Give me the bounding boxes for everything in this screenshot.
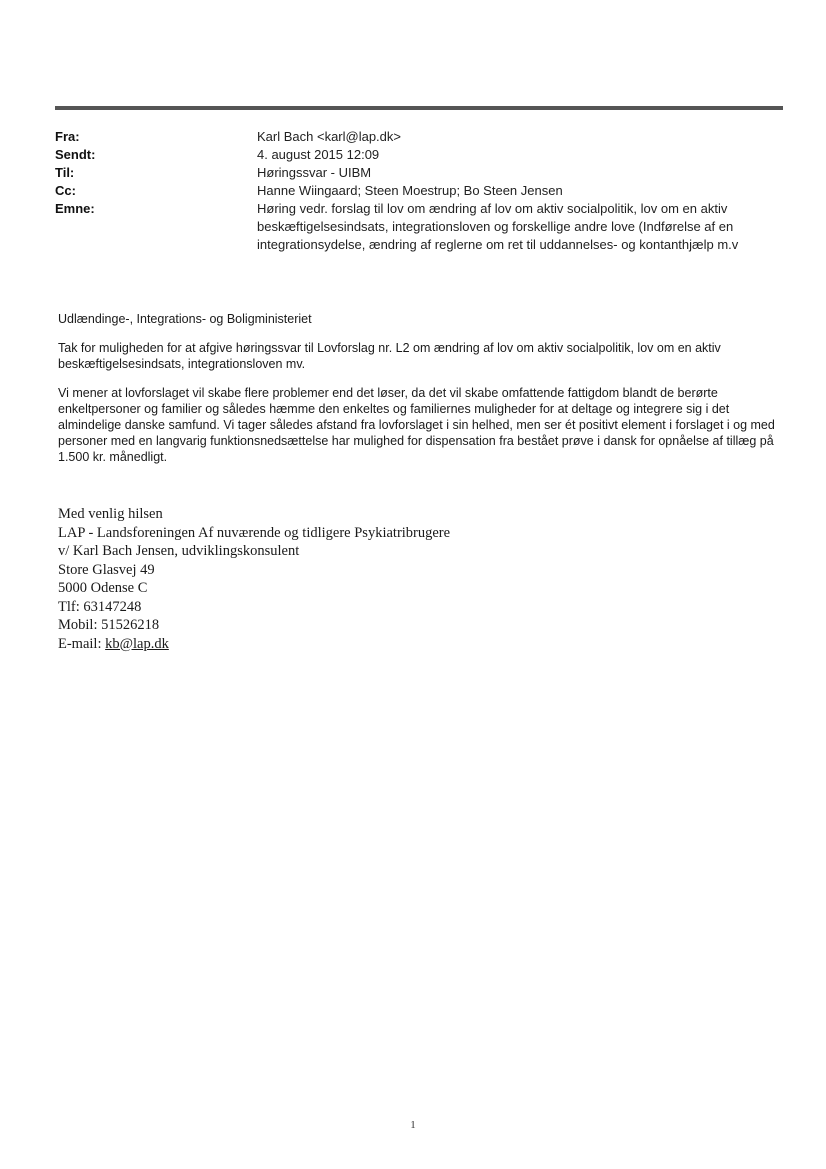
to-value: Høringssvar - UIBM (257, 165, 372, 180)
to-label: Til: (55, 165, 75, 180)
header-divider (55, 106, 783, 110)
signature-email-link[interactable]: kb@lap.dk (105, 635, 169, 652)
signature-city: 5000 Odense C (58, 580, 148, 596)
signature-email-row (58, 635, 450, 654)
sent-value: 4. august 2015 12:09 (257, 147, 380, 162)
sent-row (55, 146, 785, 164)
to-row (55, 164, 785, 182)
signature-phone: Tlf: 63147248 (58, 598, 142, 615)
body-paragraph-2: Vi mener at lovforslaget vil skabe flere problemer end det løser, da det vil skabe omfattende fattigdom blandt de berørte enkeltpersoner og familier og således hæmme den enkeltes og familiernes muligheder for at deltage og integrere sig i det almindelige danske samfund. Vi tager således afstand fra lovforslaget i sin helhed, men ser ét positivt element i forslaget i og med personer med en langvarig funktionsnedsættelse har mulighed for dispensation fra bestået prøve i dansk for opnåelse af tillæg på 1.500 kr. månedligt. (58, 386, 775, 464)
cc-row (55, 182, 785, 200)
from-value: Karl Bach <karl@lap.dk> (257, 129, 401, 144)
signature-street: Store Glasvej 49 (58, 561, 155, 578)
page-number: 1 (410, 1119, 416, 1131)
cc-label: Cc: (55, 183, 76, 198)
from-row (55, 128, 785, 146)
signature-org: LAP - Landsforeningen Af nuværende og tidligere Psykiatribrugere (58, 524, 451, 541)
signature-person: v/ Karl Bach Jensen, udviklingskonsulent (58, 543, 300, 559)
subject-row (55, 200, 785, 254)
sent-label: Sendt: (55, 147, 96, 162)
from-label: Fra: (55, 129, 80, 144)
email-header (55, 128, 785, 254)
signature-greeting: Med venlig hilsen (58, 506, 163, 522)
subject-value: Høring vedr. forslag til lov om ændring af lov om aktiv socialpolitik, lov om en aktiv beskæftigelsesindsats, integrationsloven og forskellige andre love (Indførelse af en integrationsydelse, ændring af reglerne om ret til uddannelses- og kontanthjælp m.v (257, 201, 739, 252)
email-body (58, 311, 780, 478)
subject-label: Emne: (55, 201, 95, 216)
recipient-line: Udlændinge-, Integrations- og Boligministeriet (58, 312, 312, 326)
body-paragraph-1: Tak for muligheden for at afgive høringssvar til Lovforslag nr. L2 om ændring af lov om aktiv socialpolitik, lov om en aktiv beskæftigelsesindsats, integrationsloven mv. (58, 341, 721, 371)
signature-email-label: E-mail: (58, 635, 106, 652)
signature-mobile: Mobil: 51526218 (58, 617, 160, 633)
signature-block (58, 505, 450, 653)
cc-value: Hanne Wiingaard; Steen Moestrup; Bo Steen Jensen (257, 183, 563, 198)
